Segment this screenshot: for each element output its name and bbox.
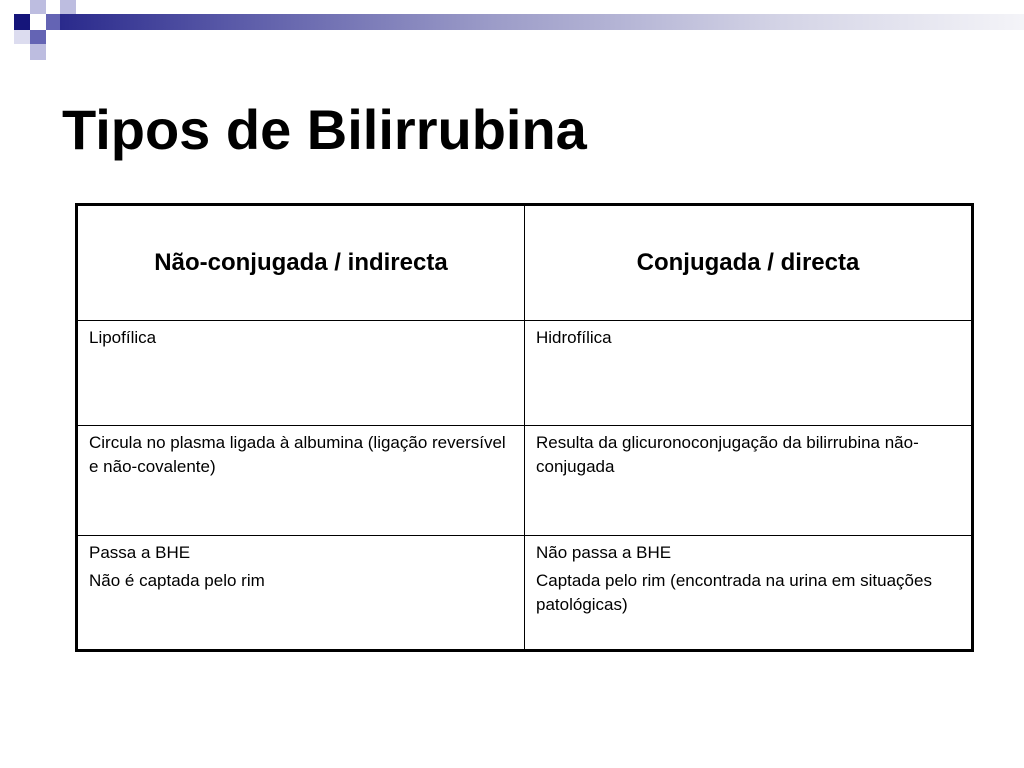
header-conjugated: Conjugada / directa [525,205,973,321]
table-header-row [77,205,973,321]
decorative-square-light [30,44,46,60]
cell-text: Lipofílica [89,328,157,347]
cell-text: Circula no plasma ligada à albumina (ligação reversível e não-covalente) [89,433,506,476]
header-unconjugated: Não-conjugada / indirecta [77,205,525,321]
header-gradient-band [60,14,1024,30]
table-cell [77,426,525,536]
table-row [77,426,973,536]
cell-text: Passa a BHE [89,543,191,562]
decorative-square-light [60,0,76,14]
cell-text: Não é captada pelo rim [89,571,265,590]
decorative-square-mid [30,30,46,44]
bilirubin-comparison-table [75,203,974,652]
table-cell [77,536,525,651]
decorative-square-mid [46,14,60,30]
cell-text: Captada pelo rim (encontrada na urina em situações patológicas) [536,571,932,614]
cell-text: Resulta da glicuronoconjugação da bilirrubina não-conjugada [536,433,919,476]
table-row [77,536,973,651]
table-cell [525,426,973,536]
decorative-square-light [30,0,46,14]
table-cell [77,321,525,426]
decorative-square-pale [14,30,30,44]
table-cell [525,536,973,651]
table-cell [525,321,973,426]
table-row [77,321,973,426]
cell-text: Não passa a BHE [536,543,672,562]
slide-title: Tipos de Bilirrubina [62,98,587,161]
decorative-square-dark [14,14,30,30]
cell-text: Hidrofílica [536,328,612,347]
